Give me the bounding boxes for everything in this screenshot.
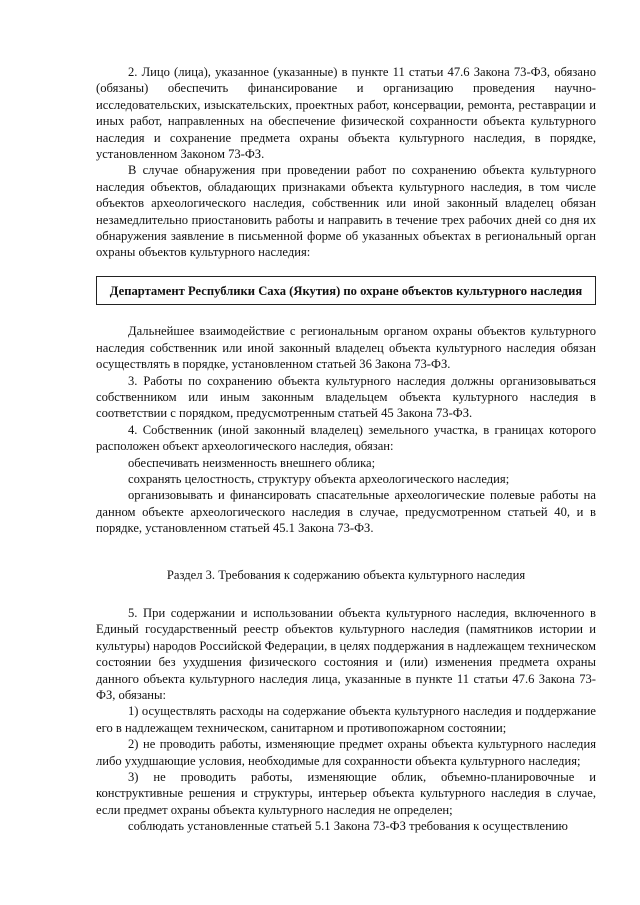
paragraph-5-item-1: 1) осуществлять расходы на содержание объекта культурного наследия и поддержание его в надлежащем техническом, санитарном и противопожарном состоянии; [96,704,596,735]
paragraph-5-item-2: 2) не проводить работы, изменяющие предмет охраны объекта культурного наследия либо ухудшающие условия, необходимые для сохранности объекта культурного наследия; [96,737,596,768]
paragraph-discovery: В случае обнаружения при проведении работ по сохранению объекта культурного наследия объектов, обладающих признаками объекта культурного наследия, в том числе объектов археологического наследия, собственник или иной законный владелец обязан незамедлительно приостановить работы и направить в течение трех рабочих дней со дня их обнаружения заявление в письменной форме об указанных объектах в региональный орган охраны объектов культурного наследия: [96,163,596,260]
paragraph-5: 5. При содержании и использовании объекта культурного наследия, включенного в Единый государственный реестр объектов культурного наследия (памятников истории и культуры) народов Российской Федерации, в целях поддержания в надлежащем техническом состоянии без ухудшения физического состояния и (или) изменения предмета охраны данного объекта культурного наследия лица, указанные в пункте 11 статьи 47.6 Закона 73-ФЗ, обязаны: [96,605,596,702]
spacer [96,305,596,323]
spacer [96,583,596,605]
paragraph-5-item-4: соблюдать установленные статьей 5.1 Закона 73-ФЗ требования к осуществлению [128,819,568,834]
paragraph-4: 4. Собственник (иной законный владелец) земельного участка, в границах которого расположен объект археологического наследия, обязан: [96,422,596,454]
paragraph-4-item-3: организовывать и финансировать спасательные археологические полевые работы на данном объекте археологического наследия в случае, предусмотренном статьей 40, и в порядке, установленном статьей 45.1 Закона 73-ФЗ. [96,488,596,536]
paragraph-5-item-3: 3) не проводить работы, изменяющие облик, объемно-планировочные и конструктивные решения и структуры, интерьер объекта культурного наследия в случае, если предмет охраны объекта культурного наследия не определен; [96,770,596,817]
paragraph-interaction: Дальнейшее взаимодействие с региональным органом охраны объектов культурного наследия собственник или иной законный владелец объекта культурного наследия обязан осуществлять в порядке, установленном статьей 36 Закона 73-ФЗ. [96,324,596,372]
paragraph-4-item-1: обеспечивать неизменность внешнего облика; [128,455,376,470]
regional-authority-box: Департамент Республики Саха (Якутия) по охране объектов культурного наследия [96,276,596,305]
section-3-heading: Раздел 3. Требования к содержанию объекта культурного наследия [166,567,526,582]
paragraph-2: 2. Лицо (лица), указанное (указанные) в пункте 11 статьи 47.6 Закона 73-ФЗ, обязано (обязаны) обеспечить финансирование и организацию проведения научно-исследовательских, изыскательских, проектных работ, консервации, ремонта, реставрации и иных работ, направленных на обеспечение физической сохранности объекта культурного наследия и сохранение предмета охраны объекта культурного наследия, в порядке, установленном Законом 73-ФЗ. [96,65,596,162]
document-body [96,64,596,835]
paragraph-4-item-2: сохранять целостность, структуру объекта археологического наследия; [128,471,510,486]
paragraph-3: 3. Работы по сохранению объекта культурного наследия должны организовываться собственником или иным законным владельцем объекта культурного наследия в соответствии с порядком, предусмотренным статьей 45 Закона 73-ФЗ. [96,373,596,421]
